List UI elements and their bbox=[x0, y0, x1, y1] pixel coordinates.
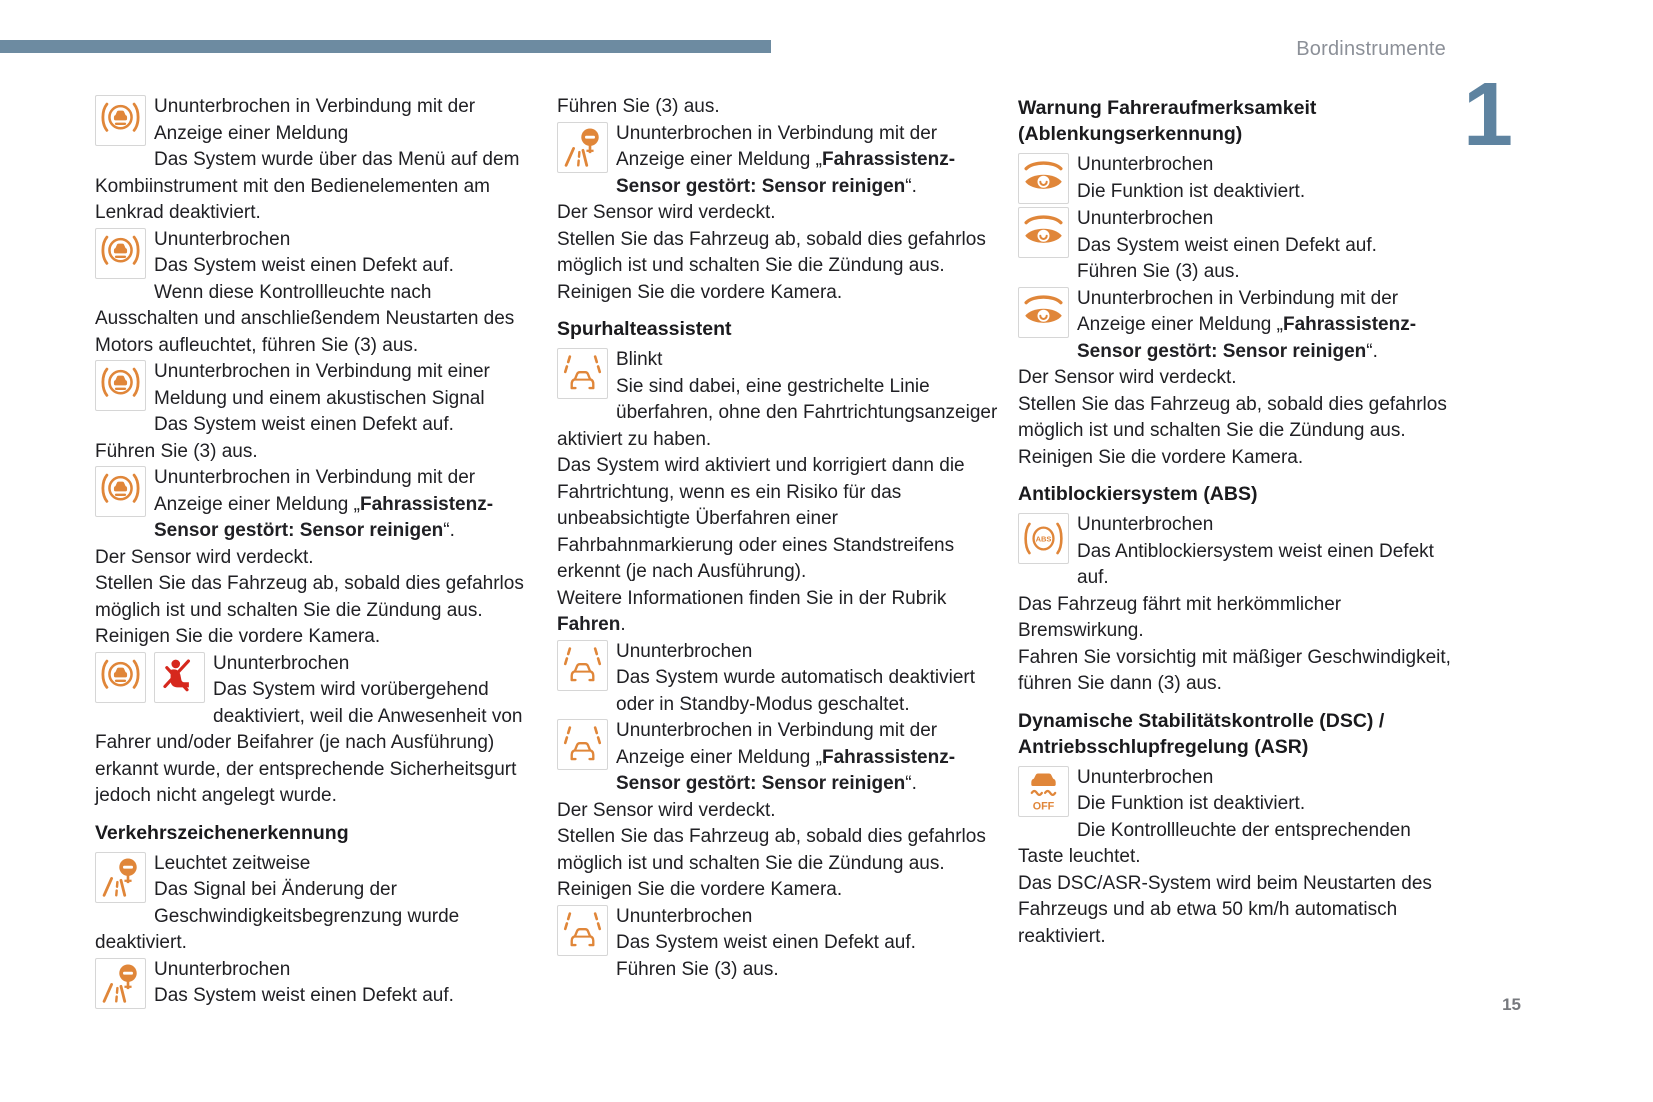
abs-warning-icon bbox=[1018, 513, 1069, 564]
text-segment: Das System wurde automatisch deaktiviert oder in Standby-Modus geschaltet. bbox=[616, 667, 976, 715]
text-segment: Das Fahrzeug fährt mit herkömmlicher Bremswirkung. bbox=[1018, 593, 1342, 641]
warning-light-entry bbox=[95, 957, 537, 1010]
traffic-sign-recognition-icon bbox=[95, 958, 146, 1009]
warning-light-entry bbox=[95, 465, 537, 651]
text-segment: Führen Sie (3) aus. bbox=[95, 440, 258, 462]
text-segment: Das System weist einen Defekt auf. bbox=[154, 414, 454, 435]
driver-attention-warning-icon bbox=[1018, 207, 1069, 258]
text-segment: Ununterbrochen in Verbindung mit einer Meldung und einem akustischen Signal bbox=[154, 361, 490, 409]
entry-text bbox=[557, 349, 997, 635]
entry-text bbox=[1018, 288, 1447, 468]
header-accent-bar bbox=[0, 40, 771, 53]
text-segment: Ununterbrochen bbox=[1077, 514, 1214, 535]
dsc-asr-off-icon bbox=[1018, 766, 1069, 817]
section-heading: Spurhalteassistent bbox=[557, 318, 732, 340]
text-segment: Ununterbrochen bbox=[154, 228, 291, 250]
text-segment: Das System wird aktiviert und korrigiert dann die Fahrtrichtung, wenn es ein Risiko für das unbeabsichtigte Überfahren einer Fahrbahnmarkierung oder eines Standstreifens erkennt (je nach Ausführung). bbox=[557, 455, 965, 582]
section-heading: Dynamische Stabilitätskontrolle (DSC) / Antriebsschlupfregelung (ASR) bbox=[1018, 709, 1385, 758]
warning-light-entry bbox=[557, 121, 999, 307]
page-number: 15 bbox=[1502, 995, 1521, 1014]
text-segment: Die Kontrollleuchte der entsprechenden Taste leuchtet. bbox=[1018, 819, 1411, 867]
text-segment: . bbox=[620, 614, 626, 635]
traffic-sign-recognition-icon bbox=[557, 122, 608, 173]
text-segment: Der Sensor wird verdeckt. bbox=[557, 799, 776, 821]
section-heading: Verkehrszeichenerkennung bbox=[95, 821, 349, 844]
lane-keeping-assist-icon bbox=[557, 719, 608, 770]
text-segment: Stellen Sie das Fahrzeug ab, sobald dies gefahrlos möglich ist und schalten Sie die Zündung aus. bbox=[557, 826, 986, 874]
text-segment: Das DSC/ASR-System wird beim Neustarten des Fahrzeugs und ab etwa 50 km/h automatisch reaktiviert. bbox=[1018, 872, 1432, 947]
traffic-sign-recognition-icon bbox=[95, 852, 146, 903]
section-heading: Antiblockiersystem (ABS) bbox=[1018, 483, 1258, 505]
entry-text bbox=[557, 123, 986, 303]
seatbelt-not-fastened-icon bbox=[154, 652, 205, 703]
text-segment: Der Sensor wird verdeckt. bbox=[95, 546, 314, 568]
text-segment: Das System weist einen Defekt auf. bbox=[1077, 234, 1377, 256]
text-segment: Ununterbrochen bbox=[154, 958, 291, 980]
warning-light-entry bbox=[1018, 286, 1460, 472]
warning-light-entry bbox=[95, 359, 537, 465]
text-segment: “. bbox=[1366, 340, 1378, 362]
entry-text bbox=[1077, 154, 1305, 202]
text-segment: Das System weist einen Defekt auf. bbox=[154, 985, 454, 1006]
text-segment: Fahrassistenz-Sensor gestört: Sensor reinigen bbox=[1077, 314, 1417, 362]
paragraph bbox=[557, 94, 999, 121]
entry-text bbox=[616, 906, 916, 980]
text-segment: Führen Sie (3) aus. bbox=[616, 958, 779, 980]
text-segment: Fahrassistenz-Sensor gestört: Sensor reinigen bbox=[616, 149, 956, 197]
text-segment: Blinkt bbox=[616, 349, 663, 370]
text-segment: Ununterbrochen bbox=[616, 640, 753, 662]
chapter-title: Bordinstrumente bbox=[1296, 38, 1446, 60]
entry-text bbox=[154, 959, 454, 1007]
emergency-braking-warning-icon bbox=[95, 95, 146, 146]
entry-text bbox=[1018, 514, 1451, 694]
text-segment: “. bbox=[443, 520, 455, 541]
text-segment: Das Antiblockiersystem weist einen Defekt auf. bbox=[1077, 540, 1434, 588]
emergency-braking-warning-icon bbox=[95, 360, 146, 411]
text-segment: Stellen Sie das Fahrzeug ab, sobald dies gefahrlos möglich ist und schalten Sie die Zündung aus. bbox=[557, 228, 986, 276]
warning-light-entry bbox=[95, 651, 537, 810]
text-segment: Das Signal bei Änderung der Geschwindigkeitsbegrenzung wurde deaktiviert. bbox=[95, 879, 460, 953]
entry-text bbox=[557, 96, 720, 117]
entry-text bbox=[95, 853, 459, 954]
text-segment: Das System weist einen Defekt auf. bbox=[154, 255, 454, 276]
text-segment: Fahrassistenz-Sensor gestört: Sensor reinigen bbox=[154, 493, 494, 541]
text-segment: Reinigen Sie die vordere Kamera. bbox=[1018, 446, 1304, 468]
warning-light-entry bbox=[557, 639, 999, 719]
warning-light-entry bbox=[1018, 206, 1460, 286]
text-segment: Ununterbrochen bbox=[1077, 766, 1214, 788]
driver-attention-warning-icon bbox=[1018, 287, 1069, 338]
text-segment: Führen Sie (3) aus. bbox=[1077, 261, 1240, 282]
lane-keeping-assist-icon bbox=[557, 905, 608, 956]
text-segment: Wenn diese Kontrollleuchte nach Ausschalten und anschließendem Neustarten des Motors aufleuchtet, führen Sie (3) aus. bbox=[95, 281, 515, 356]
entry-text bbox=[1077, 208, 1377, 282]
section-heading: Warnung Fahreraufmerksamkeit (Ablenkungserkennung) bbox=[1018, 97, 1317, 145]
warning-light-entry bbox=[95, 227, 537, 360]
entry-text bbox=[557, 720, 986, 900]
entry-text bbox=[95, 229, 514, 356]
entry-text bbox=[95, 96, 519, 223]
entry-text bbox=[1018, 767, 1432, 947]
lane-keeping-assist-icon bbox=[557, 640, 608, 691]
text-segment: Führen Sie (3) aus. bbox=[557, 96, 720, 117]
text-segment: Stellen Sie das Fahrzeug ab, sobald dies gefahrlos möglich ist und schalten Sie die Zündung aus. bbox=[1018, 393, 1447, 441]
text-segment: Ununterbrochen bbox=[1077, 208, 1214, 229]
text-segment: Das System weist einen Defekt auf. bbox=[616, 932, 916, 953]
warning-light-entry bbox=[557, 347, 999, 639]
text-segment: Die Funktion ist deaktiviert. bbox=[1077, 793, 1306, 814]
text-segment: Fahrassistenz-Sensor gestört: Sensor reinigen bbox=[616, 746, 956, 794]
lane-keeping-assist-icon bbox=[557, 348, 608, 399]
warning-light-entry bbox=[1018, 152, 1460, 205]
column-right bbox=[1018, 94, 1460, 950]
text-segment: Ununterbrochen bbox=[616, 905, 753, 927]
text-segment: Der Sensor wird verdeckt. bbox=[557, 202, 776, 223]
text-segment: Der Sensor wird verdeckt. bbox=[1018, 367, 1237, 388]
text-segment: Ununterbrochen in Verbindung mit der Anzeige einer Meldung „ bbox=[154, 467, 476, 515]
entry-text bbox=[616, 641, 975, 715]
text-segment: Fahren bbox=[557, 614, 621, 635]
warning-light-entry bbox=[557, 718, 999, 904]
text-segment: Ununterbrochen in Verbindung mit der Anzeige einer Meldung „ bbox=[616, 720, 938, 768]
text-segment: Leuchtet zeitweise bbox=[154, 852, 311, 874]
text-segment: Ununterbrochen bbox=[213, 652, 350, 674]
text-segment: Ununterbrochen in Verbindung mit der Anzeige einer Meldung „ bbox=[1077, 287, 1399, 335]
text-segment: Sie sind dabei, eine gestrichelte Linie überfahren, ohne den Fahrtrichtungsanzeiger aktiviert zu haben. bbox=[557, 375, 998, 450]
warning-light-entry bbox=[1018, 765, 1460, 951]
text-segment: Fahren Sie vorsichtig mit mäßiger Geschwindigkeit, führen Sie dann (3) aus. bbox=[1018, 646, 1451, 694]
text-segment: Weitere Informationen finden Sie in der Rubrik bbox=[557, 587, 947, 609]
emergency-braking-warning-icon bbox=[95, 228, 146, 279]
emergency-braking-warning-icon bbox=[95, 652, 146, 703]
text-segment: “. bbox=[905, 175, 917, 197]
column-left bbox=[95, 94, 537, 1011]
text-segment: Ununterbrochen in Verbindung mit der Anzeige einer Meldung „ bbox=[616, 122, 938, 170]
text-segment: Das System wurde über das Menü auf dem Kombiinstrument mit den Bedienelementen am Lenkrad deaktiviert. bbox=[95, 149, 520, 223]
text-segment: Stellen Sie das Fahrzeug ab, sobald dies gefahrlos möglich ist und schalten Sie die Zündung aus. bbox=[95, 573, 524, 621]
text-segment: “. bbox=[905, 773, 917, 794]
entry-text bbox=[95, 361, 490, 462]
warning-light-entry bbox=[95, 851, 537, 957]
emergency-braking-warning-icon bbox=[95, 466, 146, 517]
text-segment: Das System wird vorübergehend deaktiviert, weil die Anwesenheit von Fahrer und/oder Beifahrer (je nach Ausführung) erkannt wurde, der entsprechende Sicherheitsgurt jedoch nicht angelegt wurde. bbox=[95, 679, 523, 806]
text-segment: Reinigen Sie die vordere Kamera. bbox=[557, 879, 843, 900]
entry-text bbox=[95, 467, 524, 647]
warning-light-entry bbox=[557, 904, 999, 984]
warning-light-entry bbox=[95, 94, 537, 227]
column-middle bbox=[557, 94, 999, 983]
text-segment: Ununterbrochen bbox=[1077, 154, 1214, 175]
text-segment: Reinigen Sie die vordere Kamera. bbox=[557, 281, 843, 303]
warning-light-entry bbox=[1018, 512, 1460, 698]
driver-attention-warning-icon bbox=[1018, 153, 1069, 204]
text-segment: Reinigen Sie die vordere Kamera. bbox=[95, 626, 381, 647]
chapter-number: 1 bbox=[1462, 65, 1513, 165]
text-segment: Die Funktion ist deaktiviert. bbox=[1077, 180, 1306, 202]
text-segment: Ununterbrochen in Verbindung mit der Anzeige einer Meldung bbox=[154, 96, 476, 144]
